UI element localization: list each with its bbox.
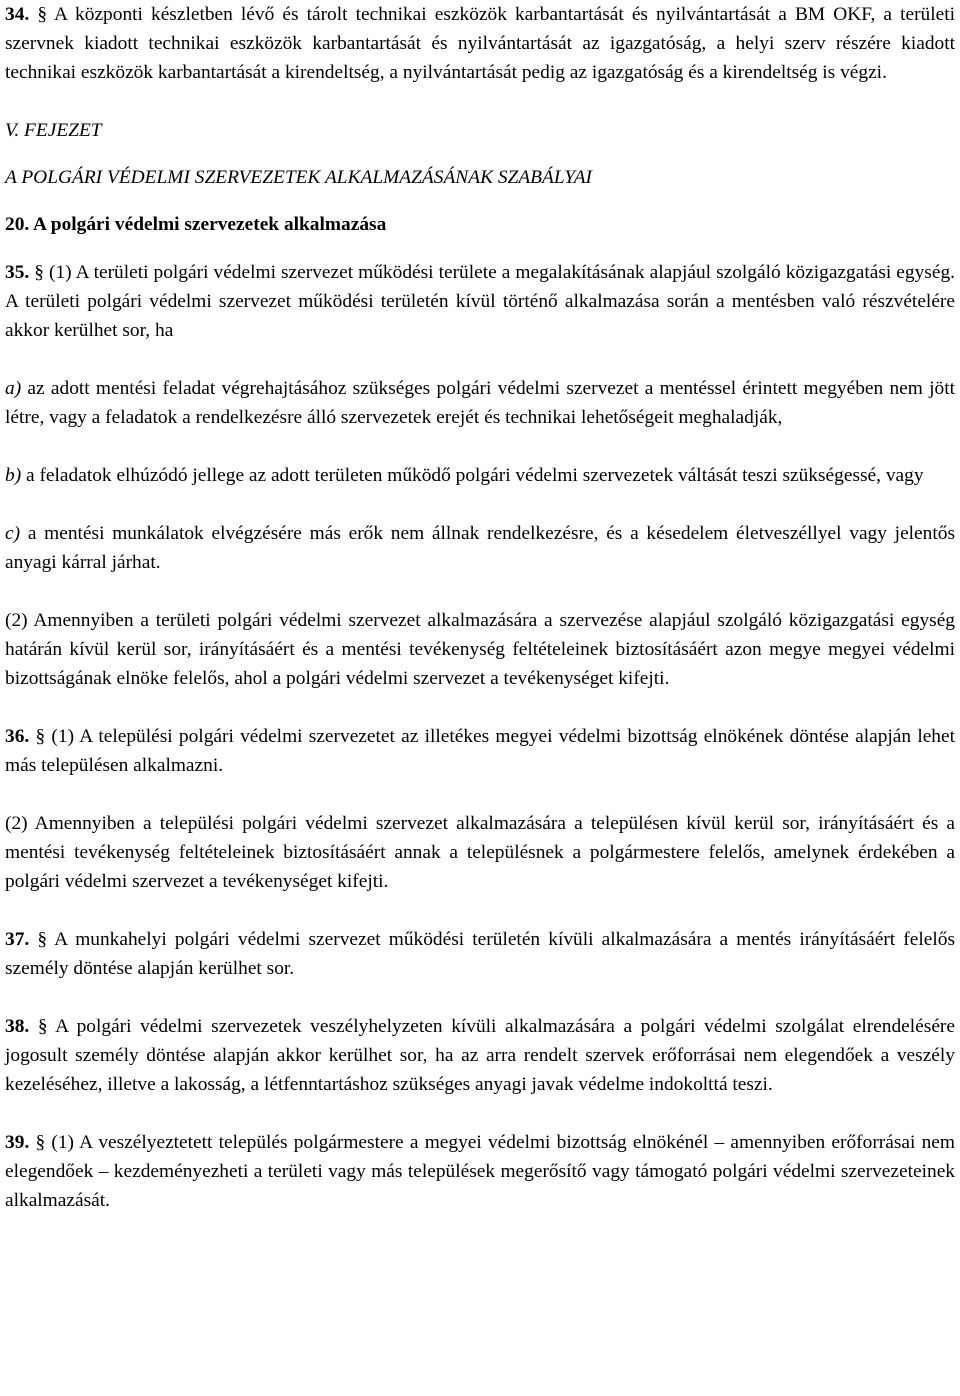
paragraph-37 — [5, 925, 955, 983]
paragraph-35-1 — [5, 258, 955, 345]
paragraph-35-b — [5, 461, 955, 490]
paragraph-35-2: (2) Amennyiben a területi polgári védelmi szervezet alkalmazására a szervezése alapjául szolgáló közigazgatási egység határán kívül kerül sor, irányításáért és a mentési tevékenység feltételeinek biztosításáért azon megye megyei védelmi bizottságának elnöke felelős, ahol a polgári védelmi szervezet a tevékenységet kifejti. — [5, 610, 955, 689]
paragraph-text: § A munkahelyi polgári védelmi szervezet működési területén kívüli alkalmazására a mentés irányításáért felelős személy döntése alapján kerülhet sor. — [5, 929, 955, 979]
section-number: 36. — [5, 726, 30, 747]
paragraph-36-1 — [5, 722, 955, 780]
paragraph-text: az adott mentési feladat végrehajtásához szükséges polgári védelmi szervezet a mentéssel érintett megyében nem jött létre, vagy a feladatok a rendelkezésre álló szervezetek erejét és technikai lehetőségeit meghaladják, — [5, 378, 955, 428]
section-number: 38. — [5, 1016, 30, 1037]
subchapter-title: 20. A polgári védelmi szervezetek alkalmazása — [5, 214, 387, 235]
paragraph-text: § A polgári védelmi szervezetek veszélyhelyzeten kívüli alkalmazására a polgári védelmi szolgálat elrendelésére jogosult személy döntése alapján akkor kerülhet sor, ha az arra rendelt szervek erőforrásai nem elegendőek a veszély kezeléséhez, illetve a lakosság, a létfenntartáshoz szükséges anyagi javak védelme indokolttá teszi. — [5, 1016, 955, 1095]
point-label: a) — [5, 378, 22, 399]
paragraph-text: a mentési munkálatok elvégzésére más erők nem állnak rendelkezésre, és a késedelem életveszéllyel vagy jelentős anyagi kárral járhat. — [5, 523, 955, 573]
section-number: 34. — [5, 4, 30, 25]
section-number: 39. — [5, 1132, 30, 1153]
paragraph-38 — [5, 1012, 955, 1099]
paragraph-text: § (1) A veszélyeztetett település polgármestere a megyei védelmi bizottság elnökénél – amennyiben erőforrásai nem elegendőek – kezdeményezheti a területi vagy más települések megerősítő vagy támogató polgári védelmi szervezeteinek alkalmazását. — [5, 1132, 955, 1211]
point-label: b) — [5, 465, 22, 486]
section-number: 37. — [5, 929, 30, 950]
chapter-title: A POLGÁRI VÉDELMI SZERVEZETEK ALKALMAZÁSÁNAK SZABÁLYAI — [5, 167, 593, 188]
document-page — [5, 0, 955, 1244]
paragraph-text: a feladatok elhúzódó jellege az adott területen működő polgári védelmi szervezetek váltását teszi szükségessé, vagy — [21, 465, 924, 486]
paragraph-text: § (1) A települési polgári védelmi szervezetet az illetékes megyei védelmi bizottság elnökének döntése alapján lehet más településen alkalmazni. — [5, 726, 955, 776]
section-number: 35. — [5, 262, 30, 283]
chapter-number: V. FEJEZET — [5, 120, 102, 141]
paragraph-35-a — [5, 374, 955, 432]
point-label: c) — [5, 523, 21, 544]
paragraph-39-1 — [5, 1128, 955, 1215]
paragraph-35-c — [5, 519, 955, 577]
paragraph-text: § A központi készletben lévő és tárolt technikai eszközök karbantartását és nyilvántartását a BM OKF, a területi szervnek kiadott technikai eszközök karbantartását és nyilvántartását az igazgatóság, a helyi szerv részére kiadott technikai eszközök karbantartását a kirendeltség, a nyilvántartását pedig az igazgatóság és a kirendeltség is végzi. — [5, 4, 955, 83]
paragraph-36-2: (2) Amennyiben a települési polgári védelmi szervezet alkalmazására a településen kívül kerül sor, irányításáért és a mentési tevékenység feltételeinek biztosításáért annak a településnek a polgármestere felelős, amelynek érdekében a polgári védelmi szervezet a tevékenységet kifejti. — [5, 813, 955, 892]
paragraph-text: § (1) A területi polgári védelmi szervezet működési területe a megalakításának alapjául szolgáló közigazgatási egység. A területi polgári védelmi szervezet működési területén kívül történő alkalmazása során a mentésben való részvételére akkor kerülhet sor, ha — [5, 262, 955, 341]
paragraph-34 — [5, 0, 955, 87]
